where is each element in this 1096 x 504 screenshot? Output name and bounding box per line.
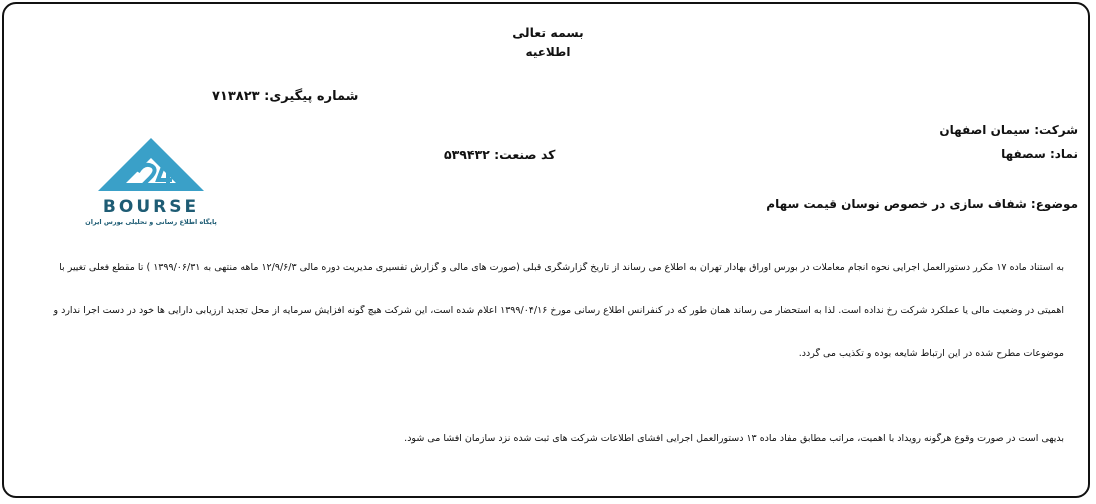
notice-title: اطلاعیه — [525, 45, 571, 59]
bourse-logo-mark — [78, 136, 224, 228]
company-name: شرکت: سیمان اصفهان — [939, 123, 1078, 137]
body-line-3: موضوعات مطرح شده در این ارتباط شایعه بوده و تکذیب می گردد. — [798, 348, 1064, 359]
page-frame — [2, 2, 1090, 498]
bourse-wordmark: BOURSE — [102, 197, 200, 217]
tracking-number: شماره پیگیری: ۷۱۳۸۲۳ — [212, 89, 359, 104]
bourse-logo — [78, 136, 224, 228]
symbol: نماد: سصفها — [1001, 147, 1078, 161]
body-line-1: به استناد ماده ۱۷ مکرر دستورالعمل اجرایی نحوه انجام معاملات در بورس اوراق بهادار تهران به اطلاع می رساند از تاریخ گزارشگری قبلی (صورت های مالی و گزارش تفسیری مدیریت دوره مالی ۱۲/۹/۶/۳ ماهه منتهی به ۱۳۹۹/۰۶/۳۱ ) تا مقطع فعلی تغییر با — [59, 262, 1064, 273]
body-line-4: بدیهی است در صورت وقوع هرگونه رویداد با اهمیت، مراتب مطابق مفاد ماده ۱۳ دستورالعمل اجرایی افشای اطلاعات شرکت های ثبت شده نزد سازمان افشا می شود. — [404, 433, 1064, 444]
industry-code: کد صنعت: ۵۳۹۴۳۲ — [444, 147, 556, 162]
bourse-tagline: پایگاه اطلاع رسانی و تحلیلی بورس ایران — [85, 218, 217, 226]
subject: موضوع: شفاف سازی در خصوص نوسان قیمت سهام — [766, 197, 1078, 211]
body-line-2: اهمیتی در وضعیت مالی یا عملکرد شرکت رخ نداده است. لذا به استحضار می رساند همان طور که در کنفرانس اطلاع رسانی مورخ ۱۳۹۹/۰۴/۱۶ اعلام شده است، این شرکت هیچ گونه افزایش سرمایه از محل تجدید ارزیابی دارایی ها خود در دست اجرا ندارد و — [53, 305, 1064, 316]
basmala: بسمه تعالی — [512, 25, 584, 40]
